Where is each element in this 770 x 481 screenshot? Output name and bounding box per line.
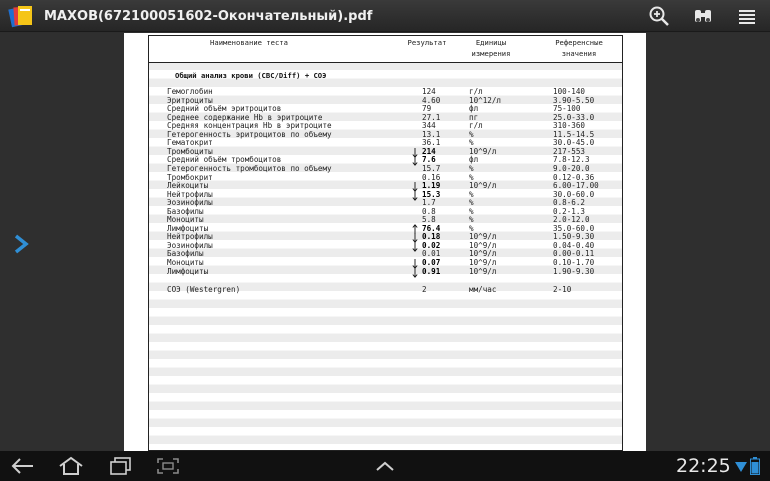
header-result: Результат bbox=[407, 38, 447, 47]
row-name: Лейкоциты bbox=[167, 181, 209, 191]
row-ref: 2.0-12.0 bbox=[553, 215, 590, 225]
row-unit: % bbox=[469, 223, 474, 233]
row-unit: 10^9/л bbox=[469, 232, 497, 242]
row-value: 4.60 bbox=[422, 95, 441, 105]
row-name: Гетерогенность тромбоцитов по объему bbox=[167, 163, 332, 173]
row-unit: 10^9/л bbox=[469, 258, 497, 267]
row-ref: 2-10 bbox=[553, 285, 572, 294]
section-title: Общий анализ крови (CBC/Diff) + СОЭ bbox=[175, 71, 327, 80]
results-table bbox=[148, 35, 623, 451]
row-ref: 0.00-0.11 bbox=[553, 249, 595, 259]
header-test-name: Наименование теста bbox=[210, 38, 288, 47]
row-value: 0.07 bbox=[422, 258, 441, 267]
table-row bbox=[149, 242, 622, 251]
row-unit: % bbox=[469, 138, 474, 148]
row-ref: 30.0-45.0 bbox=[553, 138, 595, 148]
row-unit: г/л bbox=[469, 121, 483, 131]
status-clock: 22:25 bbox=[676, 455, 731, 477]
table-row bbox=[149, 191, 622, 200]
row-ref: 217-553 bbox=[553, 146, 586, 156]
row-name: Тромбокрит bbox=[167, 172, 213, 182]
table-row bbox=[149, 174, 622, 183]
row-value: 2 bbox=[422, 285, 427, 294]
table-row bbox=[149, 286, 622, 295]
row-unit: г/л bbox=[469, 87, 483, 96]
title-bar bbox=[0, 0, 770, 32]
row-ref: 1.50-9.30 bbox=[553, 232, 595, 242]
row-name: Базофилы bbox=[167, 206, 204, 216]
row-name: Моноциты bbox=[167, 258, 204, 267]
row-unit: % bbox=[469, 215, 474, 225]
row-unit: фл bbox=[469, 104, 479, 114]
row-ref: 6.00-17.00 bbox=[553, 181, 599, 191]
row-unit: 10^9/л bbox=[469, 146, 497, 156]
table-row bbox=[149, 216, 622, 225]
row-value: 214 bbox=[422, 146, 436, 156]
row-unit: 10^9/л bbox=[469, 249, 497, 259]
table-row bbox=[149, 199, 622, 208]
row-value: 0.8 bbox=[422, 206, 436, 216]
row-unit: % bbox=[469, 163, 474, 173]
app-icon[interactable] bbox=[8, 4, 34, 28]
table-row bbox=[149, 165, 622, 174]
row-ref: 0.04-0.40 bbox=[553, 240, 595, 250]
binoculars-icon[interactable] bbox=[692, 5, 714, 27]
table-row bbox=[149, 182, 622, 191]
table-header bbox=[149, 36, 622, 63]
row-ref: 0.12-0.36 bbox=[553, 172, 595, 182]
row-ref: 310-360 bbox=[553, 121, 586, 131]
table-row bbox=[149, 268, 622, 277]
row-name: Базофилы bbox=[167, 249, 204, 259]
row-value: 1.19 bbox=[422, 181, 441, 191]
row-unit: 10^9/л bbox=[469, 181, 497, 191]
screenshot-icon[interactable] bbox=[155, 456, 181, 476]
row-value: 76.4 bbox=[422, 223, 441, 233]
table-row bbox=[149, 139, 622, 148]
row-ref: 9.0-20.0 bbox=[553, 163, 590, 173]
table-row bbox=[149, 88, 622, 97]
arrow-down-icon bbox=[412, 267, 418, 278]
row-unit: мм/час bbox=[469, 285, 497, 294]
row-value: 27.1 bbox=[422, 112, 441, 122]
row-name: Нейтрофилы bbox=[167, 232, 213, 242]
row-ref: 3.90-5.50 bbox=[553, 95, 595, 105]
row-ref: 7.8-12.3 bbox=[553, 155, 590, 165]
row-name: Эозинофилы bbox=[167, 198, 213, 208]
row-value: 1.7 bbox=[422, 198, 436, 208]
recent-apps-icon[interactable] bbox=[108, 456, 134, 476]
row-name: Гетерогенность эритроцитов по объему bbox=[167, 129, 332, 139]
row-unit: % bbox=[469, 172, 474, 182]
row-name: Средняя концентрация Hb в эритроците bbox=[167, 121, 332, 131]
row-value: 344 bbox=[422, 121, 436, 131]
battery-icon bbox=[750, 457, 760, 475]
row-unit: % bbox=[469, 206, 474, 216]
row-ref: 1.90-9.30 bbox=[553, 266, 595, 276]
row-value: 0.01 bbox=[422, 249, 441, 259]
navigation-bar bbox=[0, 451, 770, 481]
row-ref: 0.10-1.70 bbox=[553, 258, 595, 267]
row-value: 7.6 bbox=[422, 155, 436, 165]
header-ref-line2: значения bbox=[561, 49, 597, 58]
row-ref: 100-140 bbox=[553, 87, 586, 96]
row-ref: 25.0-33.0 bbox=[553, 112, 595, 122]
row-value: 0.91 bbox=[422, 266, 441, 276]
table-row bbox=[149, 233, 622, 242]
document-title: МАХОВ(672100051602-Окончательный).pdf bbox=[44, 9, 373, 24]
header-ref-line1: Референсные bbox=[555, 38, 603, 47]
row-unit: % bbox=[469, 129, 474, 139]
row-name: Средний объём эритроцитов bbox=[167, 104, 282, 114]
row-name: Нейтрофилы bbox=[167, 189, 213, 199]
row-ref: 75-100 bbox=[553, 104, 581, 114]
row-value: 0.18 bbox=[422, 232, 441, 242]
row-name: Гемоглобин bbox=[167, 87, 213, 96]
header-units-line1: Единицы bbox=[475, 38, 507, 47]
row-unit: фл bbox=[469, 155, 479, 165]
row-ref: 0.2-1.3 bbox=[553, 206, 586, 216]
row-name: Среднее содержание Hb в эритроците bbox=[167, 112, 323, 122]
row-value: 79 bbox=[422, 104, 432, 114]
row-name: Эозинофилы bbox=[167, 240, 213, 250]
row-name: СОЭ (Westergren) bbox=[167, 285, 241, 294]
pdf-page bbox=[124, 33, 646, 451]
header-units-line2: измерения bbox=[471, 49, 511, 58]
document-viewer[interactable] bbox=[0, 33, 770, 451]
row-value: 13.1 bbox=[422, 129, 441, 139]
row-name: Гематокрит bbox=[167, 138, 213, 148]
back-icon[interactable] bbox=[10, 456, 36, 476]
row-value: 15.7 bbox=[422, 163, 441, 173]
row-value: 5.8 bbox=[422, 215, 436, 225]
menu-icon[interactable] bbox=[736, 5, 758, 27]
row-name: Эритроциты bbox=[167, 95, 213, 105]
chevron-up-icon[interactable] bbox=[372, 456, 398, 476]
row-ref: 30.0-60.0 bbox=[553, 189, 595, 199]
row-unit: 10^9/л bbox=[469, 240, 497, 250]
wifi-icon bbox=[735, 460, 747, 474]
row-name: Тромбоциты bbox=[167, 146, 213, 156]
row-unit: % bbox=[469, 189, 474, 199]
row-value: 0.16 bbox=[422, 172, 441, 182]
chevron-right-icon[interactable] bbox=[12, 233, 32, 255]
row-ref: 0.8-6.2 bbox=[553, 198, 586, 208]
row-value: 15.3 bbox=[422, 189, 441, 199]
zoom-in-icon[interactable] bbox=[648, 5, 670, 27]
table-row bbox=[149, 225, 622, 234]
row-value: 0.02 bbox=[422, 240, 441, 250]
row-name: Средний объём тромбоцитов bbox=[167, 155, 282, 165]
row-value: 124 bbox=[422, 87, 436, 96]
row-name: Лимфоциты bbox=[167, 223, 209, 233]
row-value: 36.1 bbox=[422, 138, 441, 148]
row-unit: пг bbox=[469, 112, 479, 122]
table-row bbox=[149, 208, 622, 217]
row-unit: 10^12/л bbox=[469, 95, 502, 105]
row-name: Лимфоциты bbox=[167, 266, 209, 276]
row-name: Моноциты bbox=[167, 215, 204, 225]
table-row bbox=[149, 131, 622, 140]
row-unit: 10^9/л bbox=[469, 266, 497, 276]
row-unit: % bbox=[469, 198, 474, 208]
home-icon[interactable] bbox=[58, 456, 84, 476]
table-row bbox=[149, 250, 622, 259]
row-ref: 11.5-14.5 bbox=[553, 129, 595, 139]
row-ref: 35.0-60.0 bbox=[553, 223, 595, 233]
table-row bbox=[149, 259, 622, 268]
